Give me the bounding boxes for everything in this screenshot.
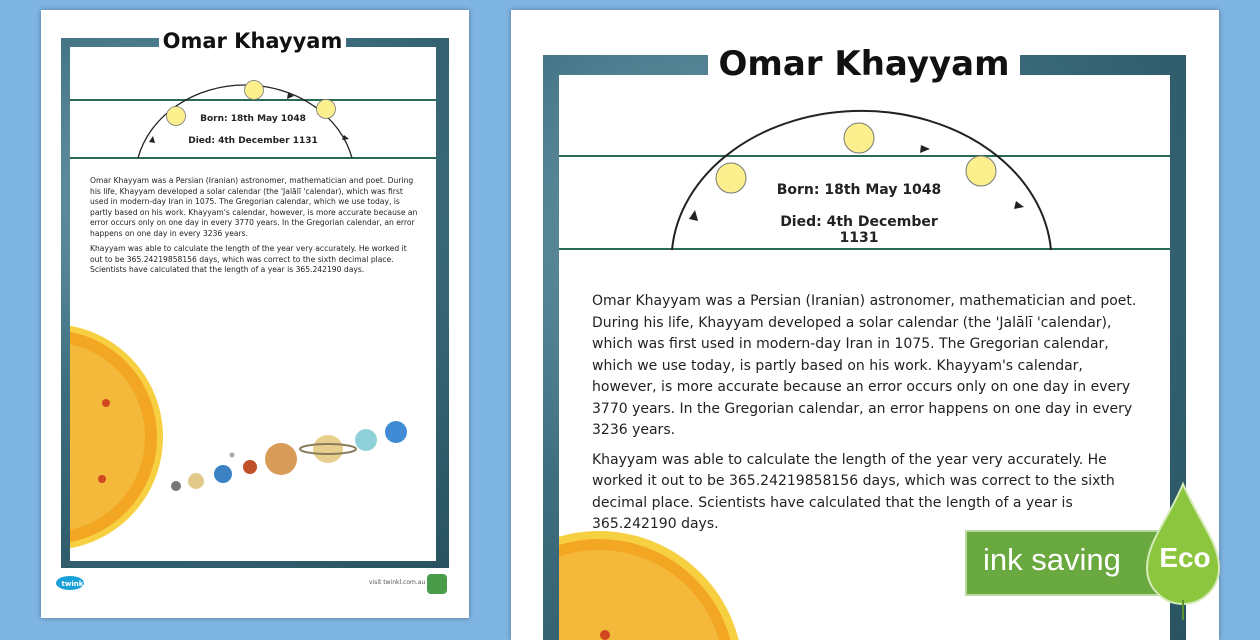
- footer-url[interactable]: visit twinkl.com.au: [369, 579, 426, 586]
- footer-brand: [55, 576, 86, 590]
- worksheet-thumbnail[interactable]: [41, 10, 469, 618]
- quality-badge-icon: [426, 573, 448, 595]
- paragraph-2: Khayyam was able to calculate the length of the year very accurately. He worked it out to be 365.24219858156 days, which was correct to the sixth decimal place. Scientists have calculated that the length of a year is 365.242190 days.: [90, 244, 407, 274]
- orbit-arc: [70, 47, 436, 167]
- born-date: Born: 18th May 1048: [200, 114, 306, 124]
- ink-saving-label: ink saving: [983, 542, 1121, 577]
- twinkl-brand-text: twinkl: [61, 579, 86, 588]
- worksheet-title-large: Omar Khayyam: [708, 41, 1020, 87]
- paragraph-1-large: Omar Khayyam was a Persian (Iranian) astronomer, mathematician and poet. During his life, Khayyam developed a solar calendar (the 'Jalālī 'calendar), which was first used in modern-day Iran in 1075. The Gregorian calendar, which we use today, is partly based on his work. Khayyam's calendar, however, is more accurate because an error occurs only on one day in every 3770 years. In the Gregorian calendar, an error happens on one day in every 3236 years.: [592, 293, 1137, 438]
- worksheet-title-small: Omar Khayyam: [159, 27, 346, 55]
- died-date-large: Died: 4th December 1131: [780, 214, 938, 246]
- body-text: [90, 176, 420, 276]
- born-date-large: Born: 18th May 1048: [776, 182, 942, 198]
- solar-system-illustration: [70, 317, 436, 561]
- body-text-large: [592, 291, 1137, 536]
- paragraph-2-large: Khayyam was able to calculate the length of the year very accurately. He worked it out to be 365.24219858156 days, which was correct to the sixth decimal place. Scientists have calculated that the length of a year is 365.242190 days.: [592, 451, 1115, 532]
- eco-label: Eco: [1159, 542, 1211, 573]
- content-panel: [70, 47, 436, 561]
- space-frame: [61, 38, 449, 568]
- paragraph-1: Omar Khayyam was a Persian (Iranian) astronomer, mathematician and poet. During his life, Khayyam developed a solar calendar (the 'Jalālī 'calendar), which was first used in modern-day Iran in 1075. The Gregorian calendar, which we use today, is partly based on his work. Khayyam's calendar, however, is more accurate because an error occurs only on one day in every 3770 years. In the Gregorian calendar, an error happens on one day in every 3236 years.: [90, 176, 418, 238]
- died-date: Died: 4th December 1131: [188, 136, 318, 146]
